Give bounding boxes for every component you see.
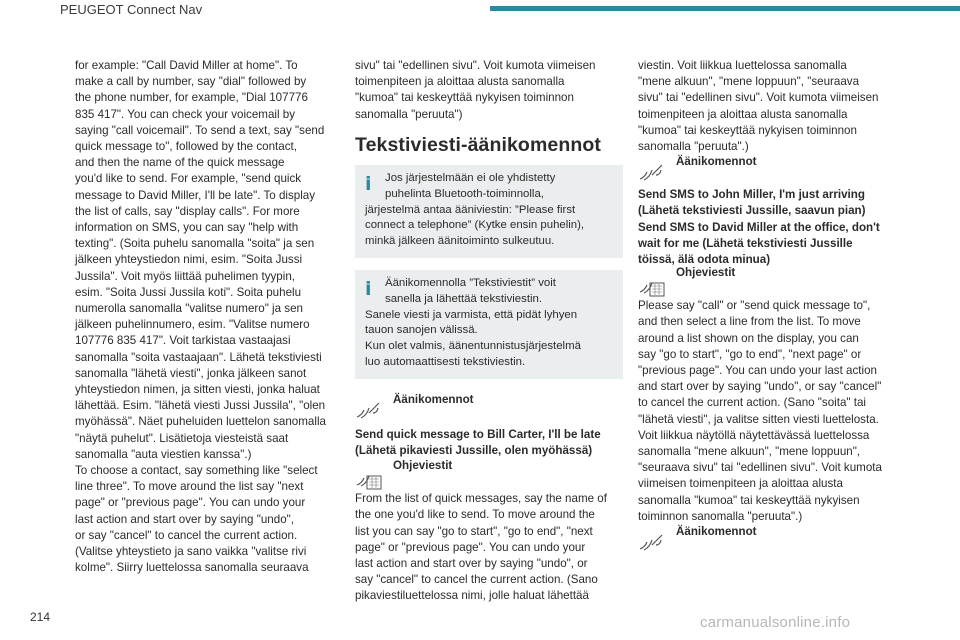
help-message-icon (638, 270, 666, 294)
info-text: Äänikomennolla ”Tekstiviestit” voit sanella ja lähettää tekstiviestin. Sanele viesti ja varmista, että pidät lyhyen tauon sanojen välissä. Kun olet valmis, äänentunnistusjärjestelmä luo automaattisesti tekstiviestin. (365, 277, 581, 368)
page-number: 214 (30, 610, 51, 624)
column-1 (75, 58, 342, 577)
voice-commands-label-row (355, 392, 623, 413)
help-messages-label-row (355, 461, 623, 491)
help-messages-label: Ohjeviestit (676, 266, 736, 280)
voice-command-text: Send SMS to John Miller, I'm just arriving (Lähetä tekstiviesti Jussille, saavun pian) Send SMS to David Miller at the office, don't wait for me (Lähetä tekstiviesti Jussille töissä, älä odota minua) (638, 188, 880, 267)
voice-commands-label: Äänikomennot (676, 525, 757, 539)
voice-commands-label-row (638, 157, 910, 183)
info-icon: i (365, 278, 372, 300)
body-text: for example: "Call David Miller at home". To make a call by number, say "dial" followed by the phone number, for example, "Dial 107776 835 417". You can check your voicemail by saying "call voicemail". To send a text, say "send quick message to", followed by the contact, and then the name of the quick message you'd like to send. For example, "send quick message to David Miller, I'll be late". To display the list of calls, say "display calls". For more information on SMS, you can say "help with texting". (Soita puhelu sanomalla "soita" ja sen jälkeen yhteystiedon nimi, esim. "Soita Jussi Jussila". Voit myös liittää puhelimen tyypin, esim. "Soita Jussi Jussila koti". Soita puhelu numerolla sanomalla "valitse numero" ja sen jälkeen puhelinnumero, esim. "Valitse numero 107776 835 417". Voit tarkistaa vastaajasi sanomalla "soita vastaajaan". Lähetä tekstiviesti sanomalla "lähetä viesti", jonka jälkeen sanot yhteystiedon nimen, ja sitten viesti, jonka haluat lähettää. Esim. "lähetä viesti Jussi Jussila", "olen myöhässä". Näet puheluiden luettelon sanomalla "näytä puhelut". Lisätietoja viesteistä saat sanomalla "auta viestien kanssa".) To choose a contact, say something like "select line three". To move around the list say "next page" or "previous page". You can undo your last action and start over by saying "undo", or say "cancel" to cancel the current action. (Valitse yhteystieto ja sano vaikka "valitse rivi kolme". Siirry luettelossa sanomalla seuraava (75, 59, 326, 575)
section-heading: Tekstiviesti-äänikomennot (355, 133, 601, 156)
voice-commands-label: Äänikomennot (393, 392, 474, 406)
info-box (355, 270, 623, 379)
body-text: viestin. Voit liikkua luettelossa sanomalla "mene alkuun", "mene loppuun", "seuraava sivu" tai "edellinen sivu". Voit kumota viimeisen toimenpiteen ja aloittaa alusta sanomalla "kumoa" tai keskeyttää nykyisen toiminnon sanomalla "peruuta".) (638, 59, 879, 154)
help-message-icon (355, 463, 383, 487)
help-messages-label-row (638, 268, 910, 298)
help-messages-label: Ohjeviestit (393, 459, 453, 473)
info-box (355, 165, 623, 258)
voice-command-icon (638, 529, 666, 553)
info-text: Jos järjestelmään ei ole yhdistetty puhelinta Bluetooth-toiminnolla, järjestelmä antaa ääniviestin: ”Please first connect a telephone” (Kytke ensin puhelin), minkä jälkeen äänitoiminto sulkeutuu. (365, 172, 585, 248)
column-3 (638, 58, 910, 559)
info-icon: i (365, 173, 372, 196)
help-text: From the list of quick messages, say the name of the one you'd like to send. To move around the list you can say "go to start", "go to end", "next page" or "previous page". You can undo your last action and start over by saying "undo", or say "cancel" to cancel the current action. (Sano pikaviestiluettelossa nimi, jolle haluat lähettää (355, 492, 607, 603)
voice-command-icon (638, 159, 666, 183)
header-title: PEUGEOT Connect Nav (60, 2, 203, 17)
column-2 (355, 58, 623, 605)
watermark: carmanualsonline.info (700, 614, 851, 631)
body-text: sivu" tai "edellinen sivu". Voit kumota viimeisen toimenpiteen ja aloittaa alusta sanomalla "kumoa" tai keskeyttää nykyisen toiminnon sanomalla "peruuta") (355, 59, 596, 121)
header-accent-bar (490, 6, 960, 11)
help-text: Please say "call" or "send quick message to", and then select a line from the list. To move around a list shown on the display, you can say "go to start", "go to end", "next page" or "previous page". You can undo your last action and start over by saying "undo", or say "cancel" to cancel the current action. (Sano "soita" tai "lähetä viesti", ja valitse sitten viesti luettelosta. Voit liikkua näytöllä näytettävässä luettelossa sanomalla "mene alkuun", "mene loppuun", "seuraava sivu" tai "edellinen sivu". Voit kumota viimeisen toimenpiteen ja aloittaa alusta sanomalla "kumoa" tai keskeyttää nykyisen toiminnon sanomalla "peruuta".) (638, 299, 882, 523)
voice-command-icon (355, 397, 383, 421)
voice-command-text: Send quick message to Bill Carter, I'll be late (Lähetä pikaviesti Jussille, olen myöhässä) (355, 427, 601, 457)
voice-commands-label-row (638, 527, 910, 545)
voice-commands-label: Äänikomennot (676, 155, 757, 169)
